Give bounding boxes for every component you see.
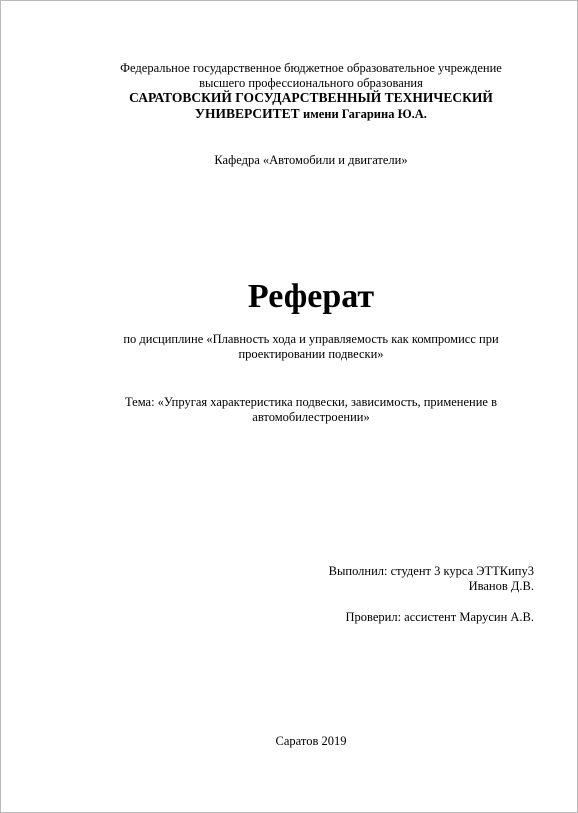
university-name-word: УНИВЕРСИТЕТ <box>195 106 300 121</box>
city-year: Саратов 2019 <box>275 734 347 748</box>
university-name-line-1: САРАТОВСКИЙ ГОСУДАРСТВЕННЫЙ ТЕХНИЧЕСКИЙ <box>129 90 493 105</box>
reviewer-line: Проверил: ассистент Марусин А.В. <box>345 610 534 624</box>
discipline-line-1: по дисциплине «Плавность хода и управляемость как компромисс при <box>123 332 499 346</box>
institution-line-2: высшего профессионального образования <box>199 76 423 90</box>
institution-line-1: Федеральное государственное бюджетное образовательное учреждение <box>120 61 502 75</box>
university-name-line-2 <box>1 107 578 121</box>
author-line-1: Выполнил: студент 3 курса ЭТТКипу3 <box>328 564 534 578</box>
topic-line-2: автомобилестроении» <box>252 410 370 424</box>
document-title: Реферат <box>247 278 375 315</box>
university-named-after: имени Гагарина Ю.А. <box>303 107 427 121</box>
discipline-line-2: проектировании подвески» <box>238 347 384 361</box>
author-name: Иванов Д.В. <box>468 579 534 593</box>
topic-line-1: Тема: «Упругая характеристика подвески, зависимость, применение в <box>124 395 497 409</box>
department-name: Кафедра «Автомобили и двигатели» <box>214 153 408 167</box>
